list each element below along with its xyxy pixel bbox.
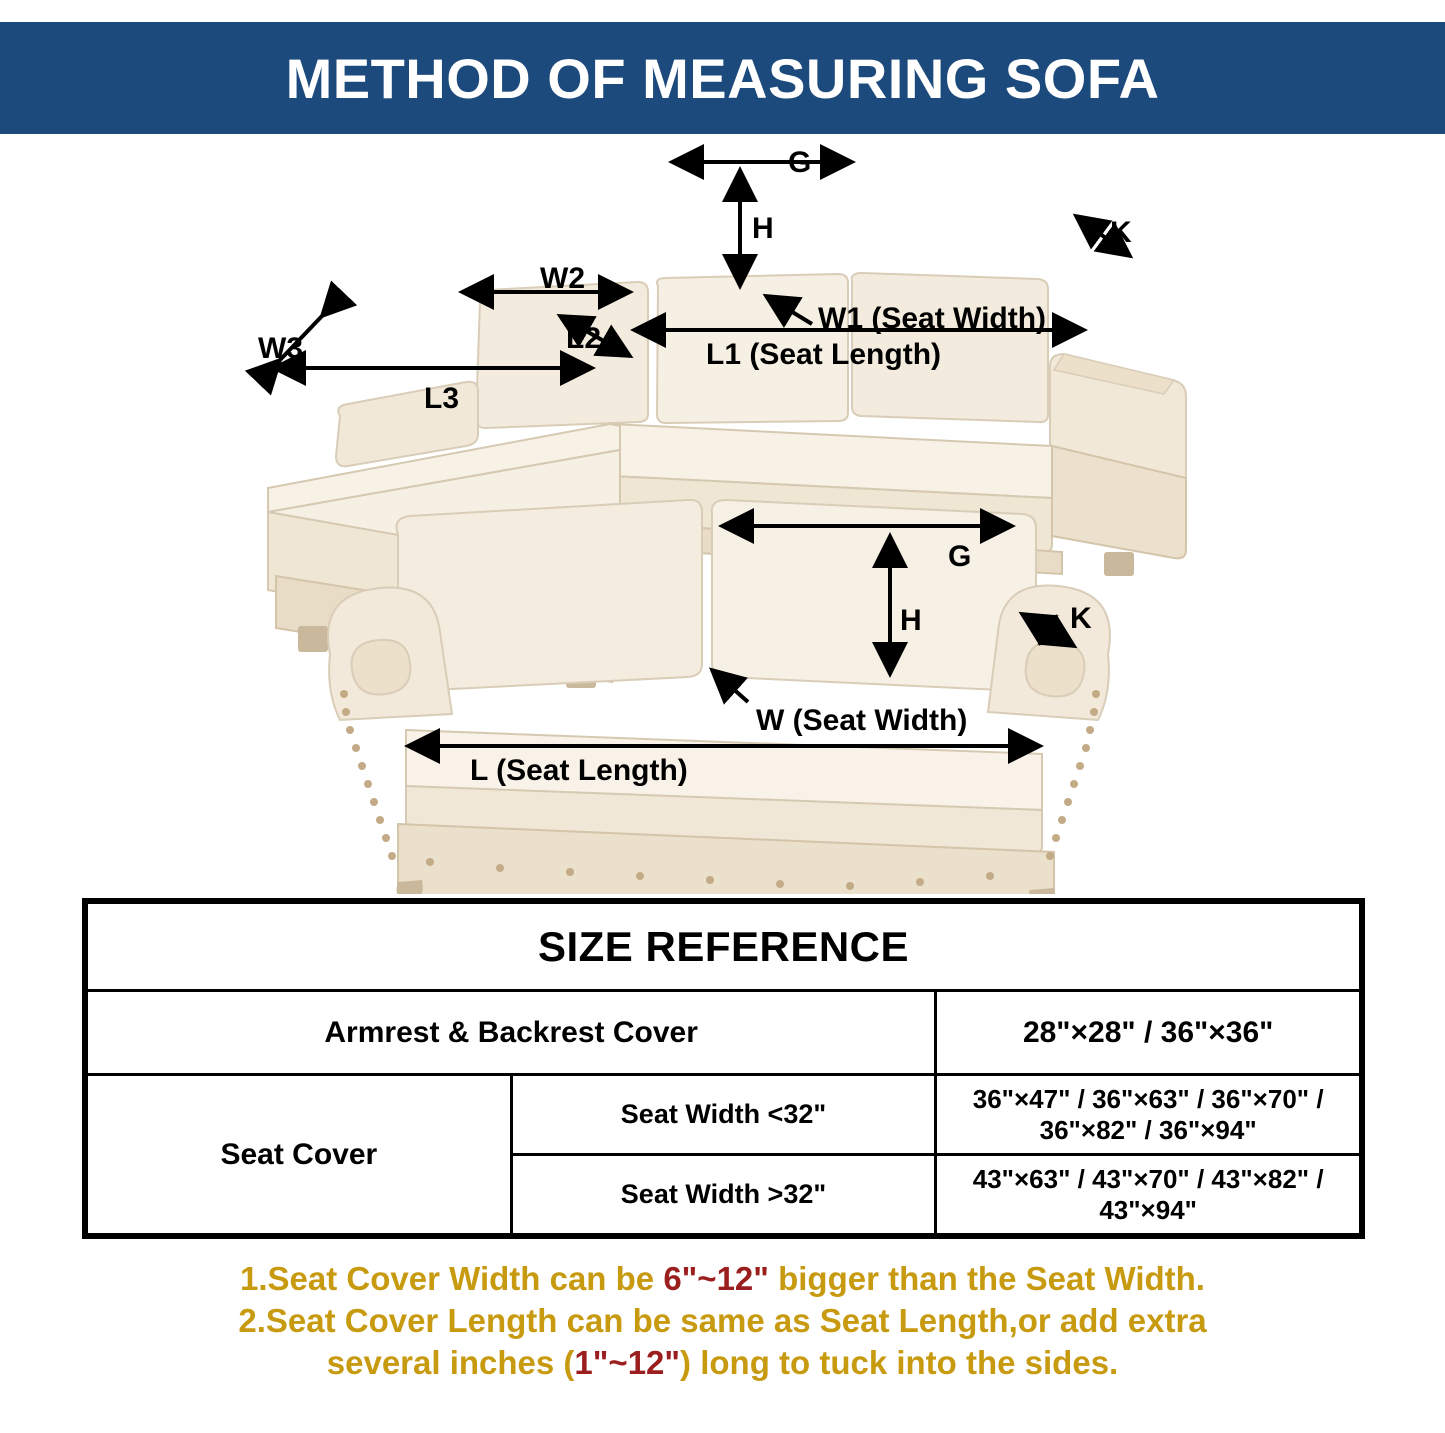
standard-sofa-illustration: [328, 500, 1110, 894]
label-sectional-W3: W3: [258, 332, 303, 365]
row-value-seat-width-over-32: 43"×63" / 43"×70" / 43"×82" / 43"×94": [936, 1155, 1361, 1235]
label-sectional-W1: W1 (Seat Width): [818, 302, 1047, 335]
note3-part-c: ) long to tuck into the sides.: [680, 1344, 1119, 1382]
row-label-seat-cover: Seat Cover: [87, 1075, 512, 1235]
label-sectional-W2: W2: [540, 262, 585, 295]
label-standard-L: L (Seat Length): [470, 754, 688, 787]
size-reference-title: SIZE REFERENCE: [87, 903, 1361, 991]
sofa-diagram-svg: [0, 134, 1445, 894]
label-sectional-L3: L3: [424, 382, 460, 415]
note-line-3: [0, 1342, 1445, 1384]
table-row-title: [87, 903, 1361, 991]
row-sublabel-seat-width-over-32: Seat Width >32": [511, 1155, 936, 1235]
note3-range: 1"~12": [574, 1344, 681, 1382]
sofa-diagrams: [0, 134, 1445, 894]
header-banner: [0, 22, 1445, 134]
page-title: METHOD OF MEASURING SOFA: [285, 46, 1160, 110]
row-value-armrest-backrest: 28"×28" / 36"×36": [936, 991, 1361, 1075]
label-sectional-K: K: [1110, 216, 1132, 249]
size-reference-table: [82, 898, 1365, 1239]
label-sectional-L2: L2: [566, 322, 602, 355]
notes-block: [0, 1258, 1445, 1385]
label-sectional-L1: L1 (Seat Length): [706, 338, 942, 371]
note1-part-c: bigger than the Seat Width.: [768, 1260, 1205, 1297]
label-standard-G: G: [948, 540, 972, 573]
label-standard-K: K: [1070, 602, 1092, 635]
label-standard-W: W (Seat Width): [756, 704, 968, 737]
label-standard-H: H: [900, 604, 922, 637]
row-value-seat-width-under-32: 36"×47" / 36"×63" / 36"×70" / 36"×82" / 36"×94": [936, 1075, 1361, 1155]
row-label-armrest-backrest: Armrest & Backrest Cover: [87, 991, 936, 1075]
note3-part-a: several inches (: [326, 1344, 575, 1382]
table-row: [87, 991, 1361, 1075]
table-row: [87, 1075, 1361, 1155]
note-line-1: [0, 1258, 1445, 1300]
note1-part-a: 1.Seat Cover Width can be: [240, 1260, 664, 1297]
note1-range: 6"~12": [663, 1260, 769, 1297]
note-line-2: 2.Seat Cover Length can be same as Seat Length,or add extra: [238, 1302, 1207, 1340]
label-sectional-G: G: [788, 146, 812, 179]
label-sectional-H: H: [752, 212, 774, 245]
row-sublabel-seat-width-under-32: Seat Width <32": [511, 1075, 936, 1155]
